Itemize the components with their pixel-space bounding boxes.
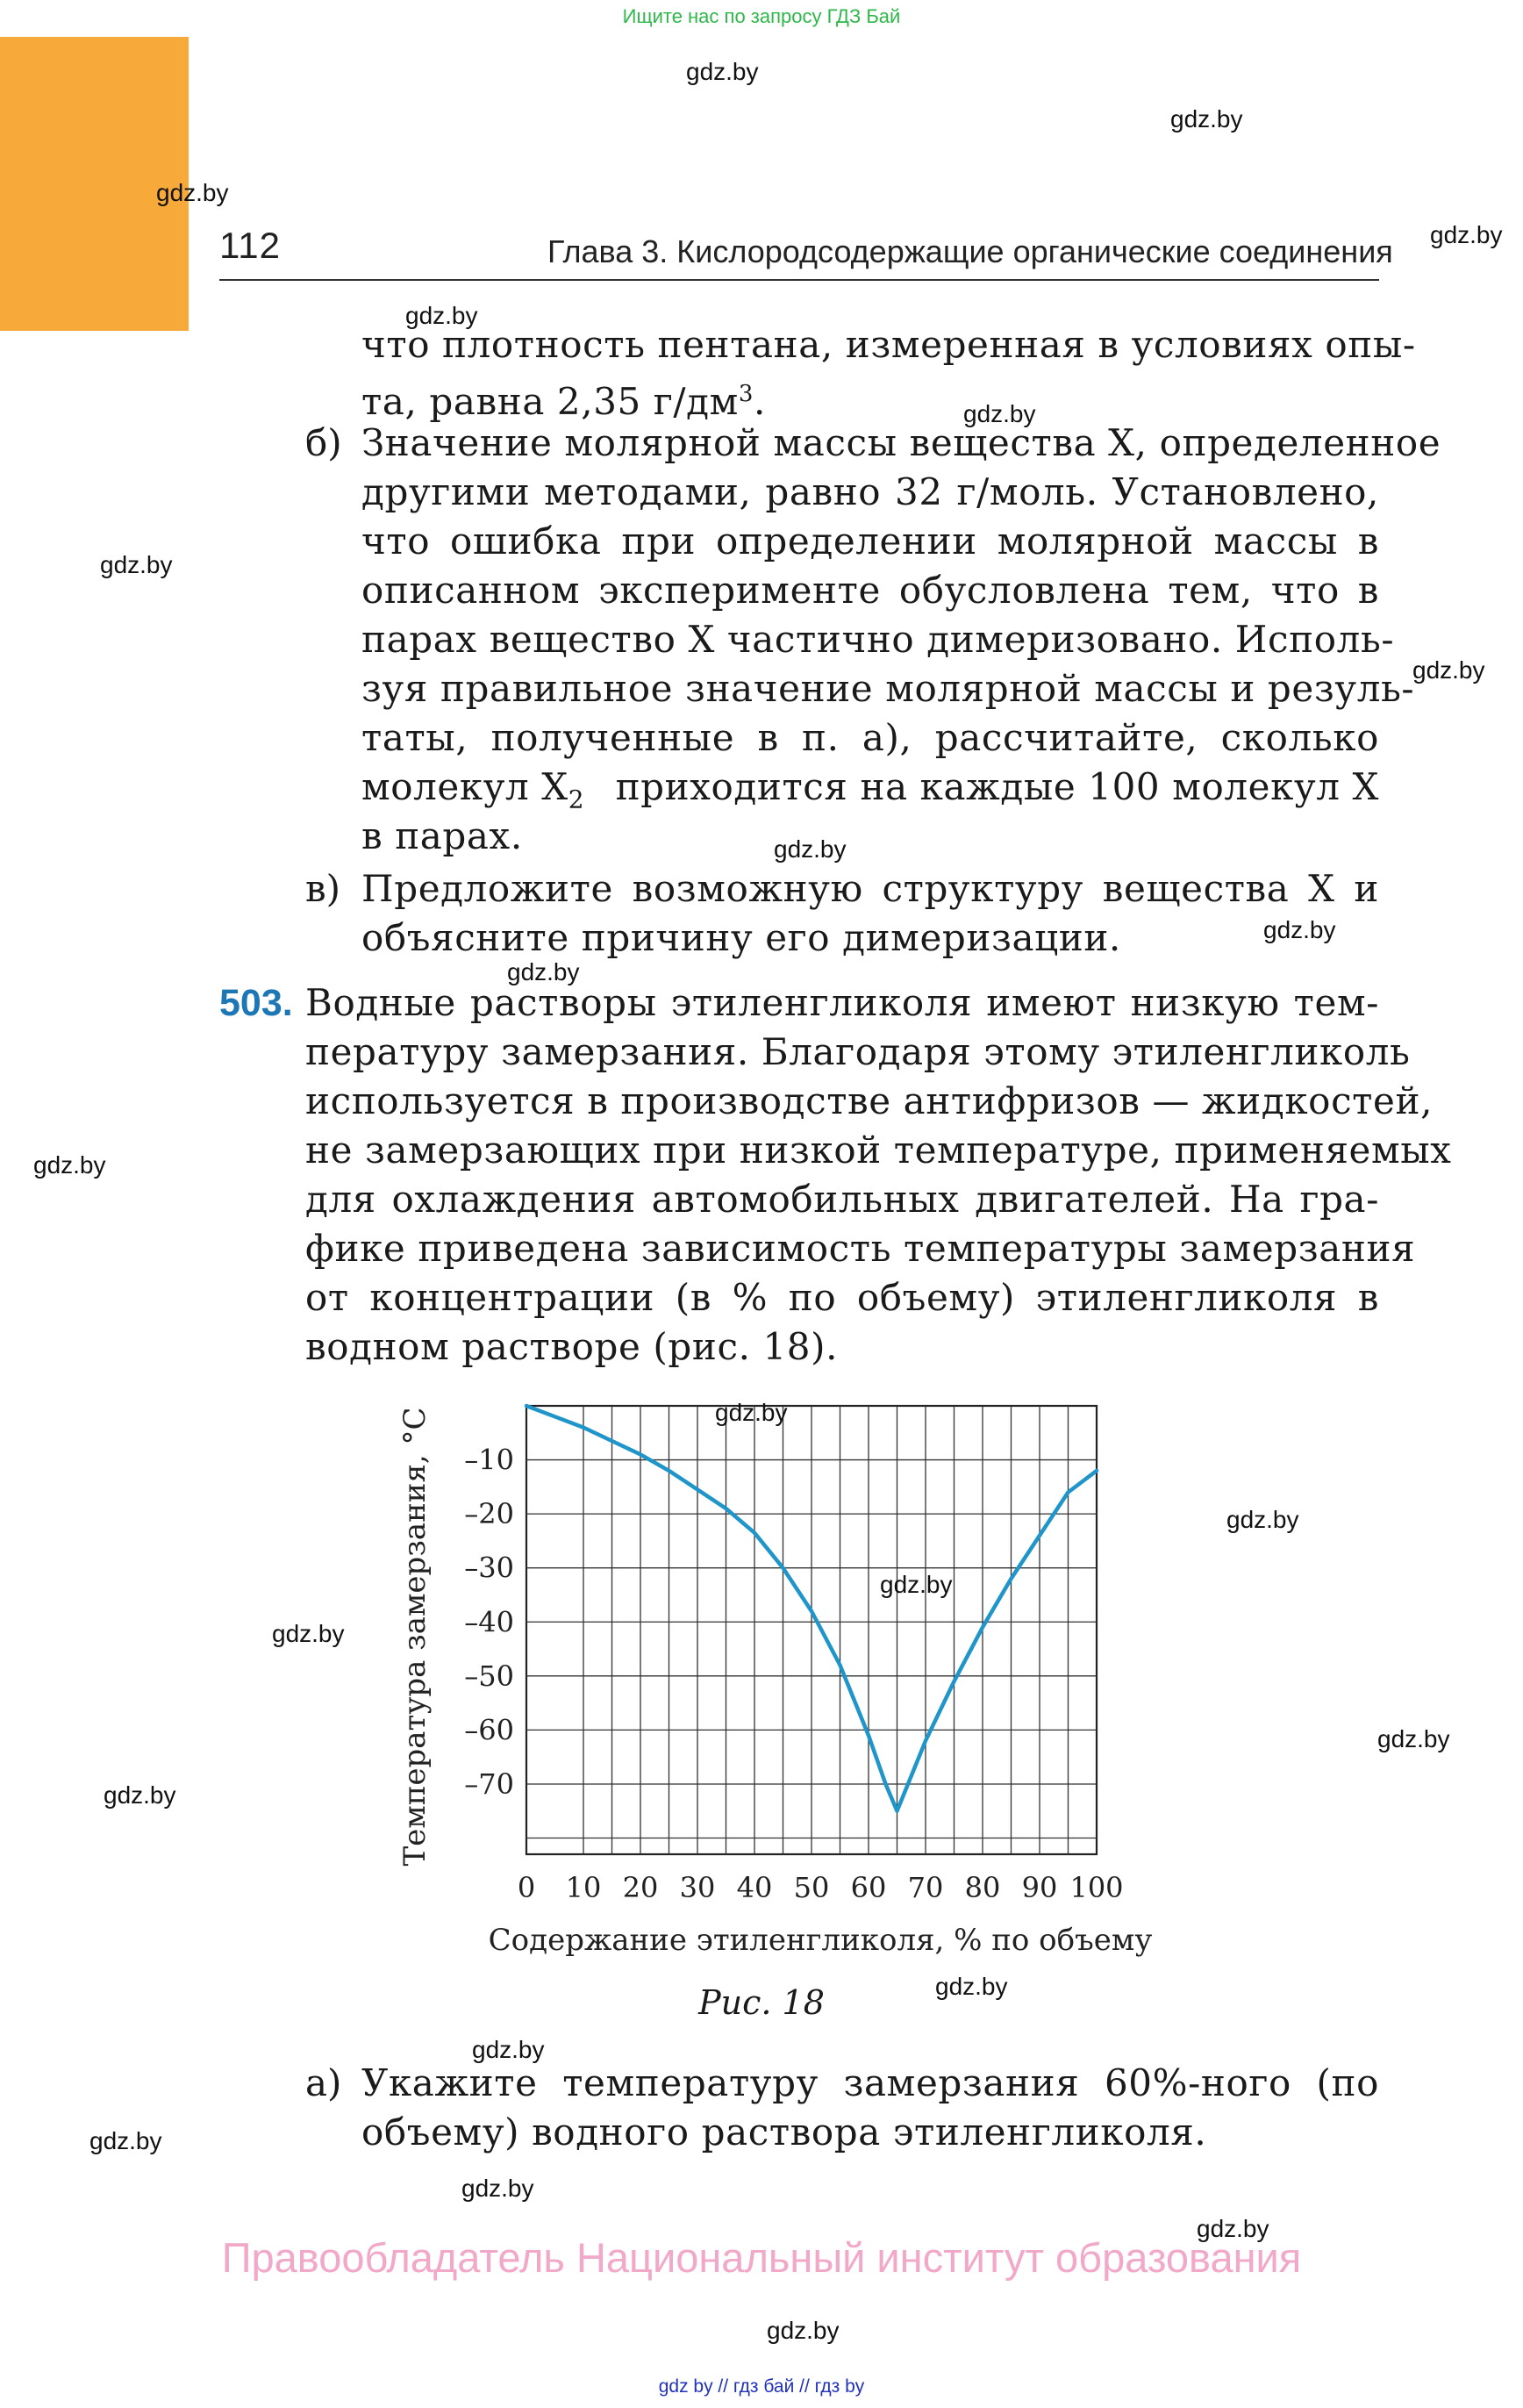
y-tick-label: –20: [464, 1497, 514, 1531]
freezing-point-chart: [386, 1391, 1176, 1970]
item-b-line-6: зуя правильное значение молярной массы и резуль-: [361, 667, 1415, 710]
item-v-label: в): [305, 867, 341, 910]
problem-line-1: Водные растворы этиленгликоля имеют низкую тем-: [305, 981, 1379, 1024]
item-b-line-4: описанном эксперименте обусловлена тем, что в: [361, 569, 1379, 612]
problem-number: 503.: [219, 982, 293, 1024]
top-banner[interactable]: Ищите нас по запросу ГДЗ Бай: [622, 5, 901, 27]
intro-line-2: та, равна 2,35 $г/дм^3$.: [361, 380, 766, 423]
item-b-line-2: другими методами, равно 32 г/моль. Установлено,: [361, 470, 1379, 513]
chapter-title: Глава 3. Кислородсодержащие органические соединения: [547, 233, 1393, 269]
watermark: gdz.by: [33, 1151, 106, 1179]
problem-line-8: водном растворе (рис. 18).: [305, 1325, 839, 1368]
watermark: gdz.by: [472, 2036, 545, 2063]
watermark: gdz.by: [156, 179, 229, 206]
y-tick-label: –50: [464, 1659, 514, 1693]
watermark: gdz.by: [461, 2175, 534, 2202]
problem-line-5: для охлаждения автомобильных двигателей. На гра-: [305, 1178, 1379, 1221]
item-b-line-9: в парах.: [361, 814, 523, 857]
item-a-line-1: Укажите температуру замерзания 60%-ного (по: [361, 2061, 1379, 2104]
item-a-line-2: объему) водного раствора этиленгликоля.: [361, 2111, 1207, 2154]
problem-line-6: фике приведена зависимость температуры замерзания: [305, 1227, 1416, 1270]
watermark: gdz.by: [935, 1973, 1008, 2000]
watermark: gdz.by: [1263, 916, 1336, 943]
problem-line-4: не замерзающих при низкой температуре, применяемых: [305, 1129, 1452, 1172]
watermark: gdz.by: [1170, 105, 1243, 133]
watermark: gdz.by: [1430, 221, 1503, 248]
x-tick-labels: [518, 1871, 1124, 1904]
watermark: gdz.by: [104, 1781, 176, 1809]
x-tick-label: 80: [964, 1871, 1001, 1904]
item-v-line-1: Предложите возможную структуру вещества X и: [361, 867, 1379, 910]
watermark: gdz.by: [100, 551, 173, 578]
page-number: 112: [219, 225, 281, 266]
intro-line-1: что плотность пентана, измеренная в условиях опы-: [361, 323, 1416, 366]
y-tick-label: –70: [464, 1767, 514, 1801]
copyright-notice: Правообладатель Национальный институт образования: [221, 2234, 1302, 2281]
watermark: gdz.by: [507, 958, 580, 985]
y-tick-label: –40: [464, 1605, 514, 1639]
item-b-line-5: парах вещество X частично димеризовано. Исполь-: [361, 618, 1395, 661]
watermark: gdz.by: [715, 1399, 788, 1426]
x-tick-label: 60: [850, 1871, 887, 1904]
figure-caption: Рис. 18: [698, 1983, 825, 2022]
x-tick-label: 40: [736, 1871, 773, 1904]
header-rule: [219, 279, 1379, 281]
watermark: gdz.by: [89, 2127, 162, 2154]
x-tick-label: 100: [1069, 1871, 1124, 1904]
x-tick-label: 70: [907, 1871, 944, 1904]
x-tick-label: 50: [793, 1871, 830, 1904]
y-tick-label: –10: [464, 1443, 514, 1477]
problem-line-2: пературу замерзания. Благодаря этому этиленгликоль: [305, 1030, 1411, 1073]
problem-line-3: используется в производстве антифризов — жидкостей,: [305, 1079, 1434, 1122]
item-b-line-1: Значение молярной массы вещества X, определенное: [361, 421, 1441, 464]
problem-line-7: от концентрации (в % по объему) этиленгликоля в: [305, 1276, 1379, 1319]
item-b-label: б): [305, 421, 342, 464]
x-tick-label: 90: [1021, 1871, 1058, 1904]
watermark: gdz.by: [686, 58, 759, 85]
y-tick-label: –60: [464, 1713, 514, 1747]
item-b-line-7: таты, полученные в п. а), рассчитайте, сколько: [361, 716, 1379, 759]
watermark: gdz.by: [767, 2317, 840, 2344]
x-tick-label: 30: [679, 1871, 716, 1904]
item-b-line-3: что ошибка при определении молярной массы в: [361, 520, 1379, 563]
item-a-label: а): [305, 2061, 342, 2104]
chart-grid: [526, 1406, 1097, 1854]
y-tick-labels: [464, 1444, 514, 1801]
item-v-line-2: объясните причину его димеризации.: [361, 916, 1121, 959]
watermark: gdz.by: [1226, 1506, 1299, 1533]
watermark: gdz.by: [963, 400, 1036, 427]
y-axis-title: Температура замерзания, °C: [397, 1407, 433, 1867]
watermark: gdz.by: [1197, 2215, 1269, 2242]
bottom-links[interactable]: gdz by // гдз бай // гдз by: [658, 2376, 865, 2397]
watermark: gdz.by: [405, 302, 478, 329]
x-tick-label: 0: [517, 1871, 536, 1904]
y-tick-label: –30: [464, 1551, 514, 1585]
x-tick-label: 20: [622, 1871, 659, 1904]
watermark: gdz.by: [774, 835, 847, 863]
watermark: gdz.by: [1377, 1725, 1450, 1752]
watermark: gdz.by: [1412, 656, 1485, 684]
watermark: gdz.by: [272, 1620, 345, 1647]
x-axis-title: Содержание этиленгликоля, % по объему: [488, 1923, 1153, 1958]
item-b-line-8: молекул $X_2$ приходится на каждые 100 молекул X: [361, 765, 1379, 814]
watermark: gdz.by: [880, 1571, 953, 1598]
x-tick-label: 10: [565, 1871, 602, 1904]
